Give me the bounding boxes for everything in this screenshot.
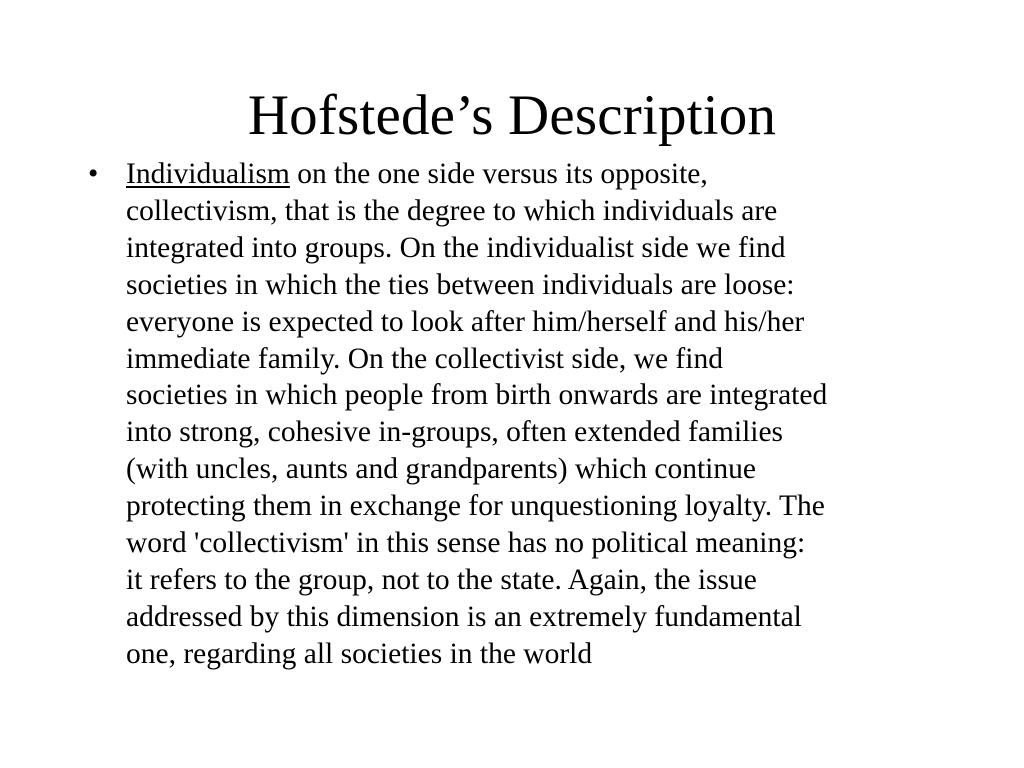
bullet-item	[88, 156, 948, 673]
bullet-line: everyone is expected to look after him/herself and his/her	[126, 305, 805, 338]
bullet-line: societies in which people from birth onwards are integrated	[126, 379, 828, 412]
bullet-line: societies in which the ties between individuals are loose:	[126, 268, 795, 301]
bullet-marker: •	[88, 158, 99, 190]
slide-title: Hofstede’s Description	[247, 84, 777, 147]
bullet-line: integrated into groups. On the individualist side we find	[126, 231, 786, 264]
bullet-line: word 'collectivism' in this sense has no political meaning:	[126, 527, 806, 560]
bullet-line: into strong, cohesive in-groups, often extended families	[126, 416, 784, 449]
bullet-line: (with uncles, aunts and grandparents) which continue	[126, 453, 756, 486]
term-individualism: Individualism	[126, 158, 290, 190]
bullet-line-1-text: on the one side versus its opposite,	[289, 158, 708, 190]
bullet-line-1	[126, 156, 948, 193]
bullet-line: protecting them in exchange for unquestioning loyalty. The	[126, 490, 825, 523]
bullet-line: one, regarding all societies in the world	[126, 637, 593, 670]
bullet-list	[88, 156, 948, 673]
bullet-line: addressed by this dimension is an extremely fundamental	[126, 600, 802, 633]
bullet-line: collectivism, that is the degree to which individuals are	[126, 194, 778, 227]
bullet-line: immediate family. On the collectivist side, we find	[126, 342, 723, 375]
bullet-line: it refers to the group, not to the state. Again, the issue	[126, 563, 757, 596]
